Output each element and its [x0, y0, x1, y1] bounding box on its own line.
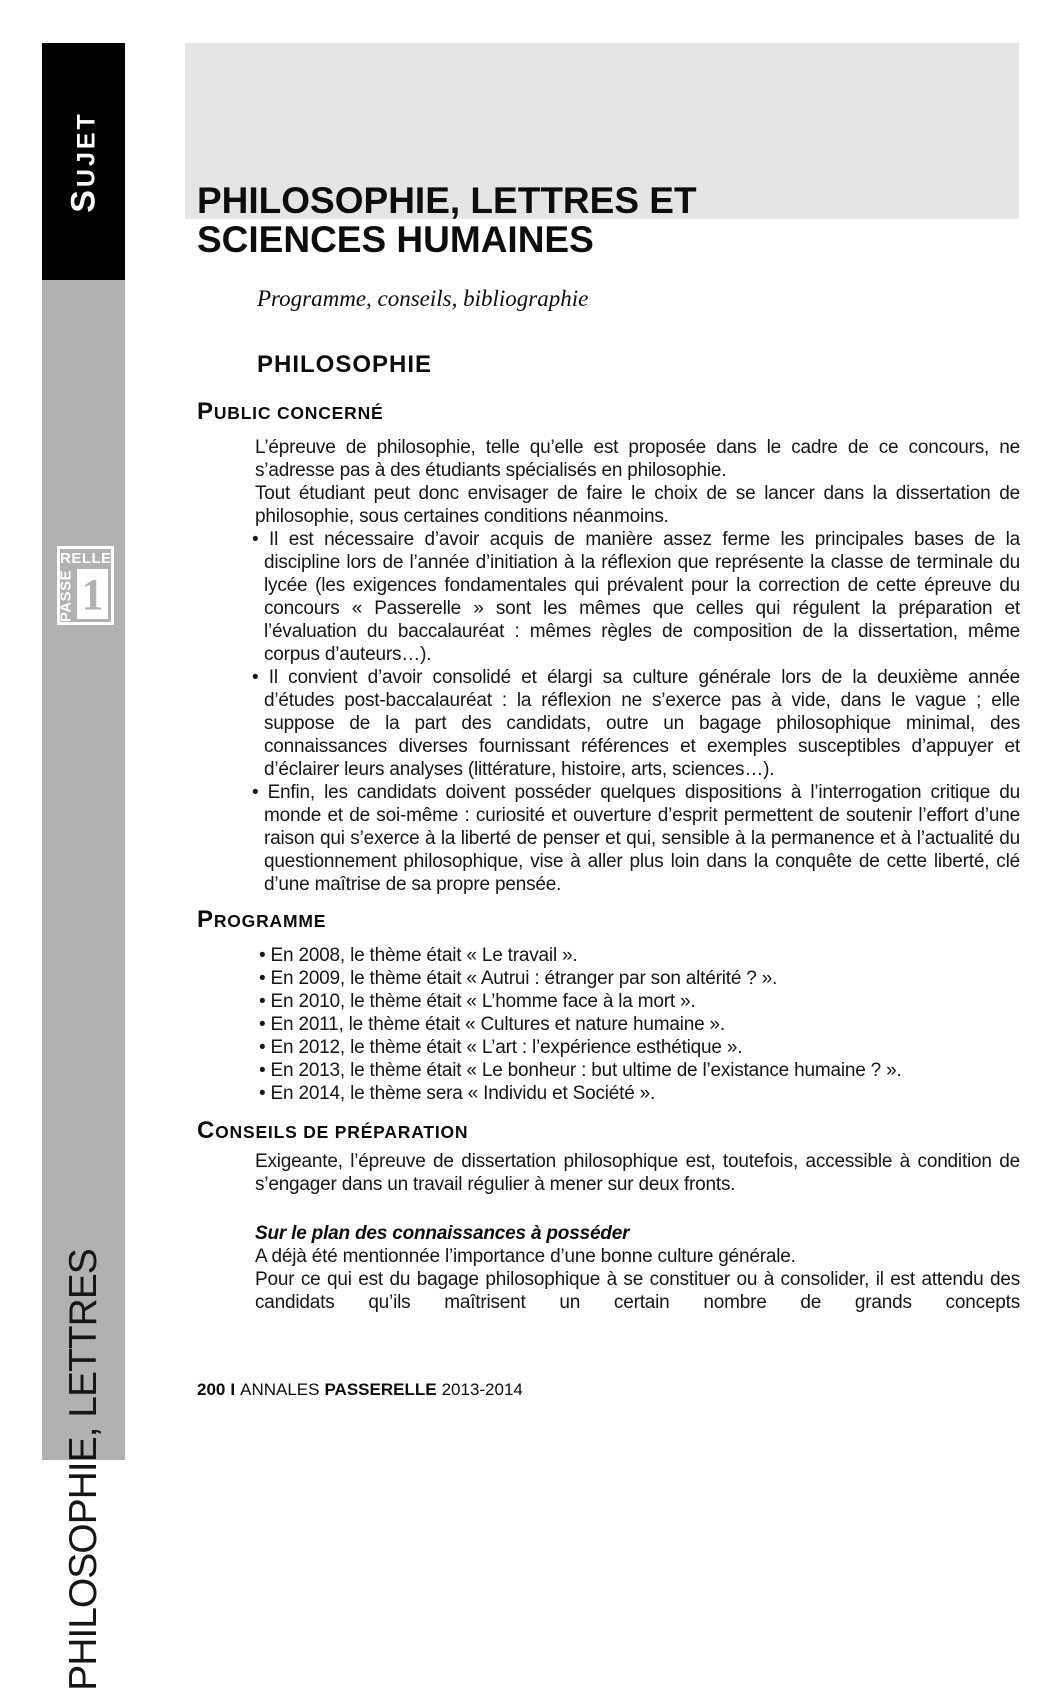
list-item: • En 2012, le thème était « L’art : l’expérience esthétique ». [259, 1036, 1020, 1059]
sujet-tab-label: SUJET [64, 110, 102, 213]
list-item: • Il est nécessaire d’avoir acquis de manière assez ferme les principales bases de la discipline lors de l’année d’initiation à la réflexion que représente la classe de terminale du lycée (les exigences fondamentales qui prévalent pour la correction de cette épreuve du concours « Passerelle » sont les mêmes que celles qui régulent la préparation et l’évaluation du baccalauréat : mêmes règles de composition de la dissertation, même corpus d’auteurs…). [252, 528, 1020, 666]
programme-bullet-list [259, 944, 1020, 1105]
logo-side-text: PASSE [57, 569, 75, 623]
sub-heading-connaissances: Sur le plan des connaissances à posséder [255, 1223, 630, 1244]
page-title-line-1: PHILOSOPHIE, LETTRES ET [197, 180, 697, 221]
paragraph: A déjà été mentionnée l’importance d’une bonne culture générale. [255, 1246, 796, 1267]
list-item: • Enfin, les candidats doivent posséder quelques dispositions à l’interrogation critique du monde et de soi-même : curiosité et ouverture d’esprit permettent de soutenir l’effort d’une raison qui s’exerce à la liberté de penser et qui, sensible à la permanence et à l’actualité du questionnement philosophique, vise à aller plus loin dans la conquête de cette liberté, clé d’une maîtrise de sa propre pensée. [252, 781, 1020, 896]
footer-page-number: 200 [197, 1380, 226, 1399]
public-concerne-bullet-list [252, 528, 1020, 896]
main-content [197, 352, 1020, 1314]
page-title [197, 181, 697, 259]
paragraph: Tout étudiant peut donc envisager de faire le choix de se lancer dans la dissertation de philosophie, sous certaines conditions néanmoins. [255, 483, 1020, 527]
paragraph: Exigeante, l’épreuve de dissertation philosophique est, toutefois, accessible à condition de s’engager dans un travail régulier à mener sur deux fronts. [255, 1151, 1020, 1195]
footer-years: 2013-2014 [441, 1380, 523, 1399]
programme-body [255, 944, 1020, 1105]
page-subtitle: Programme, conseils, bibliographie [257, 286, 589, 311]
footer-annales: ANNALES [240, 1380, 320, 1399]
logo-number: 1 [77, 569, 108, 619]
list-item: • En 2014, le thème sera « Individu et Société ». [259, 1082, 1020, 1105]
sujet-tab [42, 43, 125, 280]
list-item: • En 2009, le thème était « Autrui : étranger par son altérité ? ». [259, 967, 1020, 990]
list-item: • En 2008, le thème était « Le travail ». [259, 944, 1020, 967]
list-item: • En 2010, le thème était « L’homme face à la mort ». [259, 990, 1020, 1013]
footer-brand: PASSERELLE [324, 1380, 437, 1399]
page-title-line-2: SCIENCES HUMAINES [197, 219, 594, 260]
passerelle-logo [57, 546, 114, 625]
footer-separator: I [230, 1380, 236, 1399]
list-item: • En 2011, le thème était « Cultures et nature humaine ». [259, 1013, 1020, 1036]
list-item: • Il convient d’avoir consolidé et élargi sa culture générale lors de la deuxième année d’études post-baccalauréat : la réflexion ne s’exerce pas à vide, dans le vague ; elle suppose de la part des candidats, outre un bagage philosophique minimal, des connaissances diverses fournissant références et exemples susceptibles d’appuyer et d’éclairer leurs analyses (littérature, histoire, arts, sciences…). [252, 666, 1020, 781]
heading-conseils: CONSEILS DE PRÉPARATION [197, 1117, 469, 1144]
public-concerne-body [255, 436, 1020, 896]
logo-top-text: RELLE [60, 550, 112, 567]
sidebar-vertical-title: PHILOSOPHIE, LETTRES [61, 1249, 105, 1691]
paragraph: L’épreuve de philosophie, telle qu’elle est proposée dans le cadre de ce concours, ne s’adresse pas à des étudiants spécialisés en philosophie. [255, 437, 1020, 481]
list-item: • En 2013, le thème était « Le bonheur : but ultime de l’existance humaine ? ». [259, 1059, 1020, 1082]
heading-programme: PROGRAMME [197, 906, 327, 933]
section-title-philosophie: PHILOSOPHIE [257, 351, 433, 378]
page-footer [197, 1380, 528, 1400]
heading-public-concerne: PUBLIC CONCERNÉ [197, 398, 384, 425]
paragraph: Pour ce qui est du bagage philosophique à se constituer ou à consolider, il est attendu des candidats qu’ils maîtrisent un certain nombre de grands concepts [255, 1269, 1020, 1313]
sidebar-rail [42, 280, 125, 1691]
conseils-body [255, 1150, 1020, 1314]
